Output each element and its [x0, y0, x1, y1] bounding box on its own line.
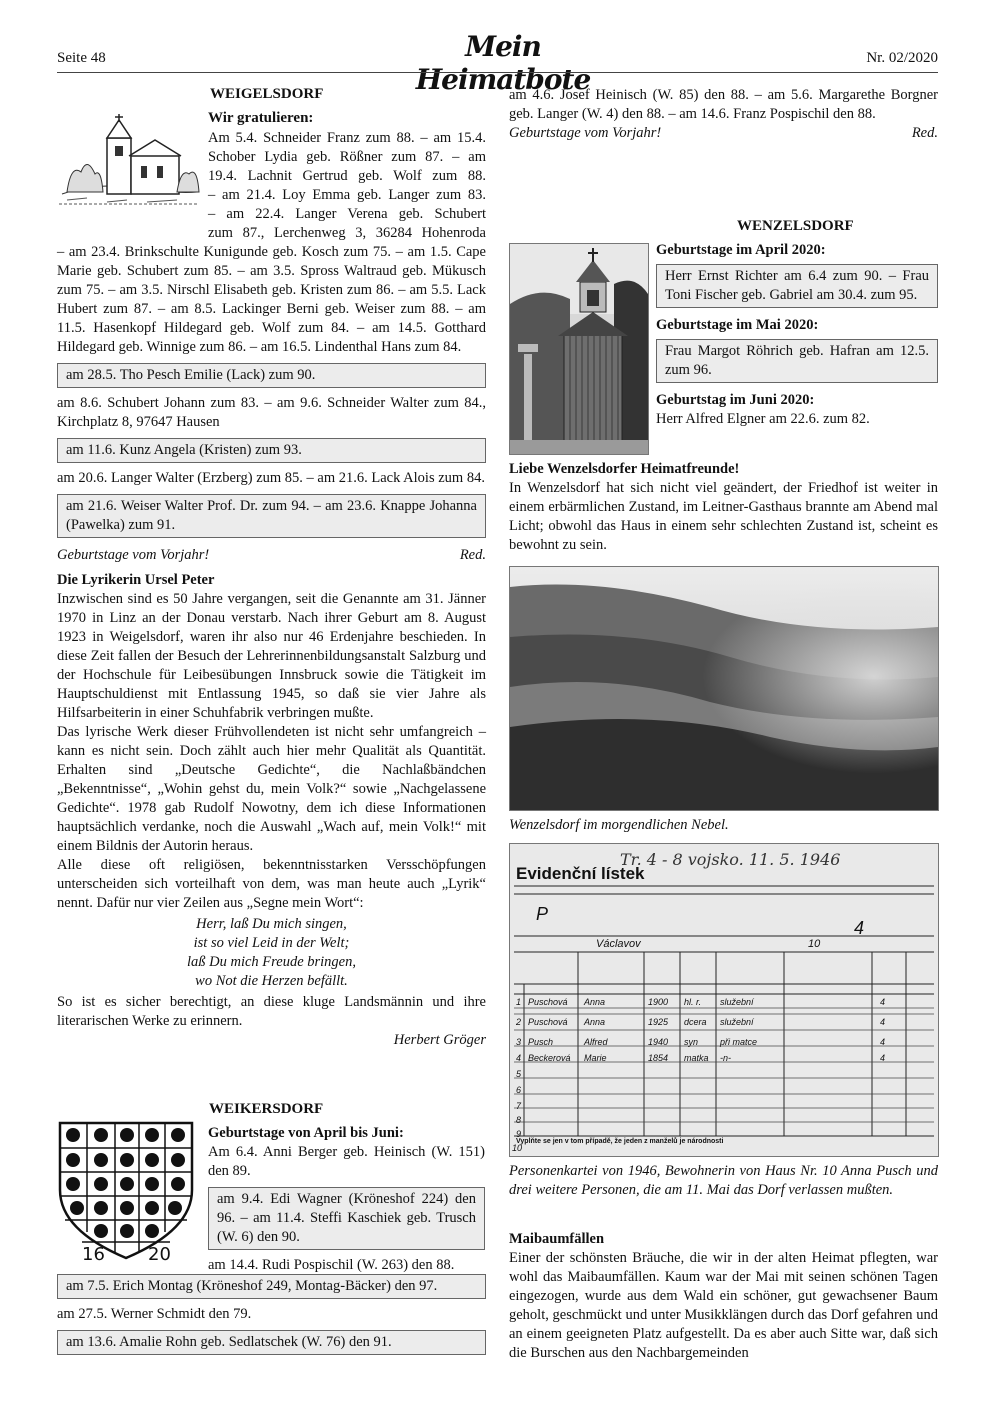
weigelsdorf-intro: [208, 129, 486, 243]
crest-year-left: 16: [82, 1244, 105, 1265]
card-cell: 4: [880, 1037, 886, 1047]
intro-line: 19.4. Lachnit Gertrud geb. Wolf zum 88.: [208, 168, 486, 184]
card-footer: Vyplňte se jen v tom případě, že jeden z manželů je národnosti: [516, 1138, 724, 1145]
card-cell: 4: [516, 1053, 522, 1063]
card-title: Evidenční lístek: [516, 864, 645, 883]
wenzelsdorf-title: WENZELSDORF: [737, 218, 854, 234]
weikersdorf-title: WEIKERSDORF: [209, 1101, 324, 1117]
birthday-box: am 7.5. Erich Montag (Kröneshof 249, Montag-Bäcker) den 97.: [57, 1274, 486, 1299]
weigelsdorf-para: am 20.6. Langer Walter (Erzberg) zum 85. – am 21.6. Lack Alois zum 84.: [57, 470, 485, 486]
evidence-card: [509, 843, 939, 1157]
note-text: Geburtstage vom Vorjahr!: [509, 125, 662, 141]
card-number: 4: [854, 918, 865, 938]
card-cell: 6: [516, 1085, 522, 1095]
weikersdorf-para: Am 6.4. Anni Berger geb. Heinisch (W. 151) den 89.: [208, 1144, 485, 1179]
card-cell: 1940: [648, 1037, 669, 1047]
lyrikerin-paragraph: Das lyrische Werk dieser Frühvollendeten ist nicht sehr umfangreich – kann es nicht sein. Doch zählt auch hier mehr Qualität als Quantität. Erhalten sind „Deutsche Gedichte“, die Nachlaßbändchen „Bekenntnisse“, „Wohin gehst du, mein Volk?“ sowie „Nachgelassene Gedichte“. 1978 gab Rudolf Nowotny, dem ich diese Informationen hauptsächlich verdanke, noch die Auswahl „Wach auf, mein Volk!“ mit einem Bildnis der Autorin heraus.: [57, 724, 486, 854]
greeting-text: In Wenzelsdorf hat sich nicht viel geändert, der Friedhof ist weiter in einem erbärmlichen Zustand, im Leitner-Gasthaus brannte am Abend mal Licht; obwohl das Haus in einem sehr schlechten Zustand ist, scheint es bewohnt zu sein.: [509, 480, 938, 553]
landscape-caption: Wenzelsdorf im morgendlichen Nebel.: [509, 817, 729, 833]
wenzelsdorf-greeting: [509, 460, 938, 555]
card-cell: 2: [516, 1017, 522, 1027]
poem-line: Herr, laß Du mich singen,: [196, 916, 347, 932]
card-cell: 8: [516, 1115, 522, 1125]
card-rows: [510, 994, 938, 1154]
note-sign: Red.: [911, 125, 938, 141]
card-cell: 4: [880, 997, 886, 1007]
card-row: [510, 1098, 938, 1112]
article-author: Herbert Gröger: [393, 1032, 486, 1048]
weikersdorf-bottom: [57, 1274, 486, 1355]
card-cell: Puschová: [528, 1017, 568, 1027]
card-cell: 1925: [648, 1017, 669, 1027]
card-cell: 1854: [648, 1053, 669, 1063]
card-cell: 7: [516, 1101, 522, 1111]
wenzelsdorf-birthdays: [656, 241, 938, 429]
card-cell: matka: [684, 1053, 709, 1063]
card-cell: 9: [516, 1129, 522, 1139]
card-cell: Puschová: [528, 997, 568, 1007]
mai-box: Frau Margot Röhrich geb. Hafran am 12.5. zum 96.: [656, 339, 938, 383]
card-row: [510, 1050, 938, 1066]
note-sign: Red.: [459, 547, 486, 563]
crest-year-right: 20: [148, 1244, 171, 1265]
intro-line: – am 21.4. Loy Emma geb. Langer zum 83.: [208, 187, 486, 203]
card-cell: služební: [720, 997, 754, 1007]
church-drawing: [57, 112, 202, 212]
birthday-box: am 28.5. Tho Pesch Emilie (Lack) zum 90.: [57, 363, 486, 388]
card-cell: Anna: [584, 997, 606, 1007]
weikersdorf-subtitle: Geburtstage von April bis Juni:: [208, 1125, 404, 1141]
juni-text: Herr Alfred Elgner am 22.6. zum 82.: [656, 411, 870, 427]
intro-line: Am 5.4. Schneider Franz zum 88. – am 15.4.: [208, 130, 486, 146]
lyrikerin-paragraph: Inzwischen sind es 50 Jahre vergangen, seit die Genannte am 31. Jänner 1970 in Linz an der Donau verstarb. Nach ihrer Geburt am 8. August 1923 in Weigelsdorf, waren ihr also nur 46 Erdenjahre beschieden. In diese Zeit fallen der Besuch der Lehrerinnenbildungsanstalt Salzburg und der Hochschule für Leibesübungen Innsbruck sowie die Tätigkeit im Hauptschuldienst mit Entlassung 1945, so daß sie vier Jahre als Hilfsarbeiterin in einer Schuhfabrik verbringen mußte.: [57, 591, 486, 721]
card-row: [510, 1014, 938, 1034]
weigelsdorf-column: [57, 243, 486, 1050]
card-cell: -n-: [720, 1053, 731, 1063]
card-cell: Beckerová: [528, 1053, 571, 1063]
weigelsdorf-subtitle: Wir gratulieren:: [208, 110, 314, 126]
birthday-box: am 9.4. Edi Wagner (Kröneshof 224) den 96. – am 11.4. Steffi Kaschiek geb. Trusch (W. 6) den 90.: [208, 1187, 485, 1250]
card-cell: Marie: [584, 1053, 607, 1063]
card-cell: 1: [516, 997, 522, 1007]
right-top-note: [509, 124, 938, 143]
card-row: [510, 1066, 938, 1082]
maibaum-section: [509, 1230, 938, 1363]
masthead: Mein Heimatbote: [415, 30, 591, 96]
card-row: [510, 1082, 938, 1098]
card-cell: 10: [512, 1143, 523, 1153]
april-box: Herr Ernst Richter am 6.4 zum 90. – Frau Toni Fischer geb. Gabriel am 30.4. zum 95.: [656, 264, 938, 308]
card-cell: 1900: [648, 997, 669, 1007]
birthday-box: am 21.6. Weiser Walter Prof. Dr. zum 94. – am 23.6. Knappe Johanna (Pawelka) zum 91.: [57, 494, 486, 538]
card-cell: Pusch: [528, 1037, 554, 1047]
right-top-text: am 4.6. Josef Heinisch (W. 85) den 88. – am 5.6. Margarethe Borgner geb. Langer (W. 4) den 88. – am 14.6. Franz Pospischil den 88.: [509, 87, 938, 122]
poem-line: ist so viel Leid in der Welt;: [193, 935, 350, 951]
card-row: [510, 1112, 938, 1126]
poem-line: laß Du mich Freude bringen,: [186, 954, 356, 970]
card-handwriting: Tr. 4 - 8 vojsko. 11. 5. 1946: [620, 850, 841, 869]
poem: [57, 915, 486, 991]
header-rule: [57, 72, 938, 73]
card-cell: služební: [720, 1017, 754, 1027]
card-cell: 4: [880, 1053, 886, 1063]
mai-title: Geburtstage im Mai 2020:: [656, 317, 819, 333]
weigelsdorf-para: am 8.6. Schubert Johann zum 83. – am 9.6. Schneider Walter zum 84., Kirchplatz 8, 97647 Hausen: [57, 395, 486, 430]
birthday-box: am 13.6. Amalie Rohn geb. Sedlatschek (W. 76) den 91.: [57, 1330, 486, 1355]
weikersdorf-para: am 14.4. Rudi Pospischil (W. 263) den 88.: [208, 1257, 455, 1273]
card-cell: při matce: [720, 1037, 758, 1047]
card-cell: Alfred: [584, 1037, 608, 1047]
landscape-photo: [509, 566, 939, 811]
intro-line: zum 87., Lerchenweg 3, 36284 Hohenroda: [208, 225, 486, 241]
weikersdorf-column: [208, 1124, 485, 1275]
card-house: 10: [808, 938, 821, 950]
weigelsdorf-intro-cont: – am 23.4. Brinkschulte Kunigunde geb. Kosch zum 75. – am 1.5. Cape Marie geb. Schubert zum 85. – am 3.5. Spross Waltraud geb. Mükusch zum 75. – am 3.5. Nirschl Elisabeth geb. Kristen zum 86. – am 5.5. Lack Hubert zum 87. – am 8.5. Lackinger Berni geb. Weiser zum 88. – am 11.5. Hasenkopf Hildegard geb. Wolf zum 84. – am 14.5. Gotthard Hildegard geb. Winnige zum 86. – am 16.5. Lindenthal Hans zum 84.: [57, 244, 486, 355]
card-cell: 5: [516, 1069, 522, 1079]
lyrikerin-paragraph: Alle diese oft religiösen, bekenntnisstarken Versschöpfungen unterscheiden sich vorteilhaft von dem, was man heute auch „Lyrik“ nennt. Dafür nur vier Zeilen aus „Segne mein Wort“:: [57, 857, 486, 911]
birthday-box: am 11.6. Kunz Angela (Kristen) zum 93.: [57, 438, 486, 463]
card-cell: Anna: [584, 1017, 606, 1027]
card-letter: P: [536, 904, 549, 924]
card-row: [510, 994, 938, 1010]
card-cell: 3: [516, 1037, 522, 1047]
maibaum-text: Einer der schönsten Bräuche, die wir in der alten Heimat pflegten, war wohl das Maibaumfällen. Kaum war der Mai mit seinen schönen Tagen eingezogen, wurde aus dem Wald ein schöner, gut gewachsener Baum geholt, geschmückt und unter Musikklängen durch das Dorf gefahren und an einem geeigneten Platz aufgestellt. Da es aber auch Sitte war, daß sich die Burschen aus den Nachbargemeinden: [509, 1250, 938, 1361]
intro-line: Schober Lydia geb. Rößner zum 87. – am: [208, 149, 486, 165]
card-place: Václavov: [596, 938, 641, 950]
weikersdorf-para: am 27.5. Werner Schmidt den 79.: [57, 1306, 252, 1322]
weikersdorf-crest: [57, 1120, 197, 1260]
poem-line: wo Not die Herzen befällt.: [195, 973, 348, 989]
note-text: Geburtstage vom Vorjahr!: [57, 547, 210, 563]
juni-title: Geburtstag im Juni 2020:: [656, 392, 815, 408]
lyrikerin-paragraph: So ist es sicher berechtigt, an diese kluge Landsmännin und ihre literarischen Werke zu erinnern.: [57, 994, 486, 1029]
greeting-title: Liebe Wenzelsdorfer Heimatfreunde!: [509, 461, 740, 477]
weigelsdorf-note: [57, 546, 486, 565]
card-row: [510, 1034, 938, 1050]
intro-line: – am 22.4. Langer Verena geb. Schubert: [208, 206, 486, 222]
issue-number: Nr. 02/2020: [866, 50, 938, 66]
chapel-photo: [509, 243, 649, 455]
maibaum-title: Maibaumfällen: [509, 1231, 605, 1247]
card-caption: Personenkartei von 1946, Bewohnerin von Haus Nr. 10 Anna Pusch und drei weitere Personen, die am 11. Mai das Dorf verlassen mußten.: [509, 1163, 938, 1198]
right-top: [509, 86, 938, 143]
weigelsdorf-title: WEIGELSDORF: [210, 86, 324, 102]
card-cell: syn: [684, 1037, 699, 1047]
april-title: Geburtstage im April 2020:: [656, 242, 826, 258]
card-cell: hl. r.: [684, 997, 702, 1007]
lyrikerin-title: Die Lyrikerin Ursel Peter: [57, 572, 215, 588]
page-number: Seite 48: [57, 50, 106, 66]
card-cell: 4: [880, 1017, 886, 1027]
card-cell: dcera: [684, 1017, 707, 1027]
